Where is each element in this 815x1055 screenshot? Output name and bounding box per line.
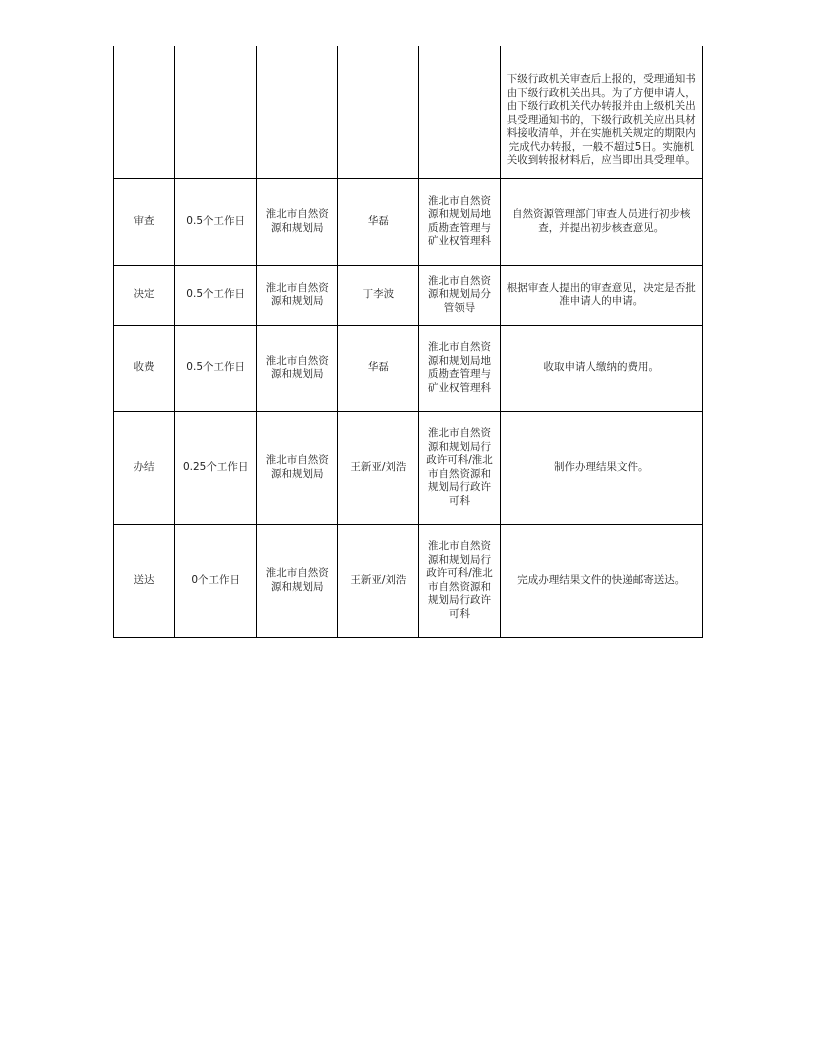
person-cell: 王新亚/刘浩: [338, 524, 419, 637]
time-cell: 0.5个工作日: [175, 178, 257, 265]
department-cell: 淮北市自然资源和规划局: [257, 411, 338, 524]
description-cell: 收取申请人缴纳的费用。: [500, 325, 702, 411]
person-cell: 王新亚/刘浩: [338, 411, 419, 524]
department-cell: 淮北市自然资源和规划局: [257, 265, 338, 325]
description-cell: 自然资源管理部门审查人员进行初步核查，并提出初步核查意见。: [500, 178, 702, 265]
office-cell: 淮北市自然资源和规划局分管领导: [419, 265, 500, 325]
department-cell: [257, 46, 338, 178]
description-cell: 制作办理结果文件。: [500, 411, 702, 524]
person-cell: 华磊: [338, 325, 419, 411]
step-cell: [114, 46, 175, 178]
description-cell: 根据审查人提出的审查意见，决定是否批准申请人的申请。: [500, 265, 702, 325]
time-cell: 0.25个工作日: [175, 411, 257, 524]
time-cell: [175, 46, 257, 178]
office-cell: 淮北市自然资源和规划局行政许可科/淮北市自然资源和规划局行政许可科: [419, 524, 500, 637]
office-cell: 淮北市自然资源和规划局地质勘查管理与矿业权管理科: [419, 178, 500, 265]
step-cell: 决定: [114, 265, 175, 325]
description-cell: 完成办理结果文件的快递邮寄送达。: [500, 524, 702, 637]
department-cell: 淮北市自然资源和规划局: [257, 178, 338, 265]
step-cell: 送达: [114, 524, 175, 637]
person-cell: 华磊: [338, 178, 419, 265]
time-cell: 0.5个工作日: [175, 265, 257, 325]
office-cell: 淮北市自然资源和规划局行政许可科/淮北市自然资源和规划局行政许可科: [419, 411, 500, 524]
step-cell: 办结: [114, 411, 175, 524]
table-row: [114, 46, 703, 178]
person-cell: [338, 46, 419, 178]
table-row: [114, 411, 703, 524]
time-cell: 0个工作日: [175, 524, 257, 637]
step-cell: 审查: [114, 178, 175, 265]
department-cell: 淮北市自然资源和规划局: [257, 524, 338, 637]
department-cell: 淮北市自然资源和规划局: [257, 325, 338, 411]
office-cell: [419, 46, 500, 178]
office-cell: 淮北市自然资源和规划局地质勘查管理与矿业权管理科: [419, 325, 500, 411]
table-row: [114, 265, 703, 325]
person-cell: 丁李波: [338, 265, 419, 325]
process-table: [113, 46, 703, 638]
table-row: [114, 325, 703, 411]
step-cell: 收费: [114, 325, 175, 411]
description-cell: 下级行政机关审查后上报的，受理通知书由下级行政机关出具。为了方便申请人，由下级行政机关代办转报并由上级机关出具受理通知书的，下级行政机关应出具材料接收清单，并在实施机关规定的期限内完成代办转报，一般不超过5日。实施机关收到转报材料后，应当即出具受理单。: [500, 46, 702, 178]
table-row: [114, 524, 703, 637]
table-row: [114, 178, 703, 265]
time-cell: 0.5个工作日: [175, 325, 257, 411]
